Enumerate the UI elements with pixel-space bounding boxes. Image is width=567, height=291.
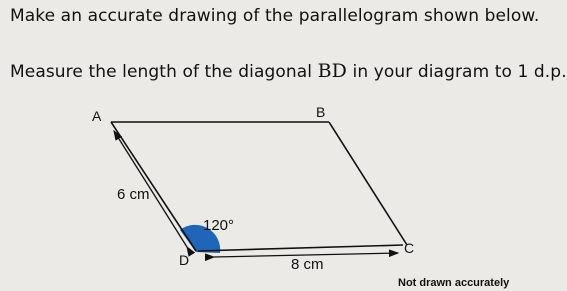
vertex-label-d: D — [179, 252, 190, 268]
vertex-label-c: C — [404, 240, 415, 256]
not-drawn-accurately-note: Not drawn accurately — [398, 277, 510, 289]
side-ad-length: 6 cm — [117, 186, 150, 203]
question-suffix: in your diagram to 1 d.p. — [347, 62, 567, 82]
diagonal-name: BD — [317, 60, 347, 82]
vertex-label-b: B — [316, 104, 326, 120]
side-dc — [198, 245, 403, 251]
side-bc — [329, 122, 407, 245]
instruction-label: Make an accurate drawing of the parallelogram shown below. — [10, 6, 540, 26]
side-dc-length: 8 cm — [291, 256, 324, 273]
question-prefix: Measure the length of the diagonal — [10, 62, 318, 82]
angle-d-label: 120° — [203, 217, 235, 234]
vertex-label-a: A — [92, 108, 102, 124]
